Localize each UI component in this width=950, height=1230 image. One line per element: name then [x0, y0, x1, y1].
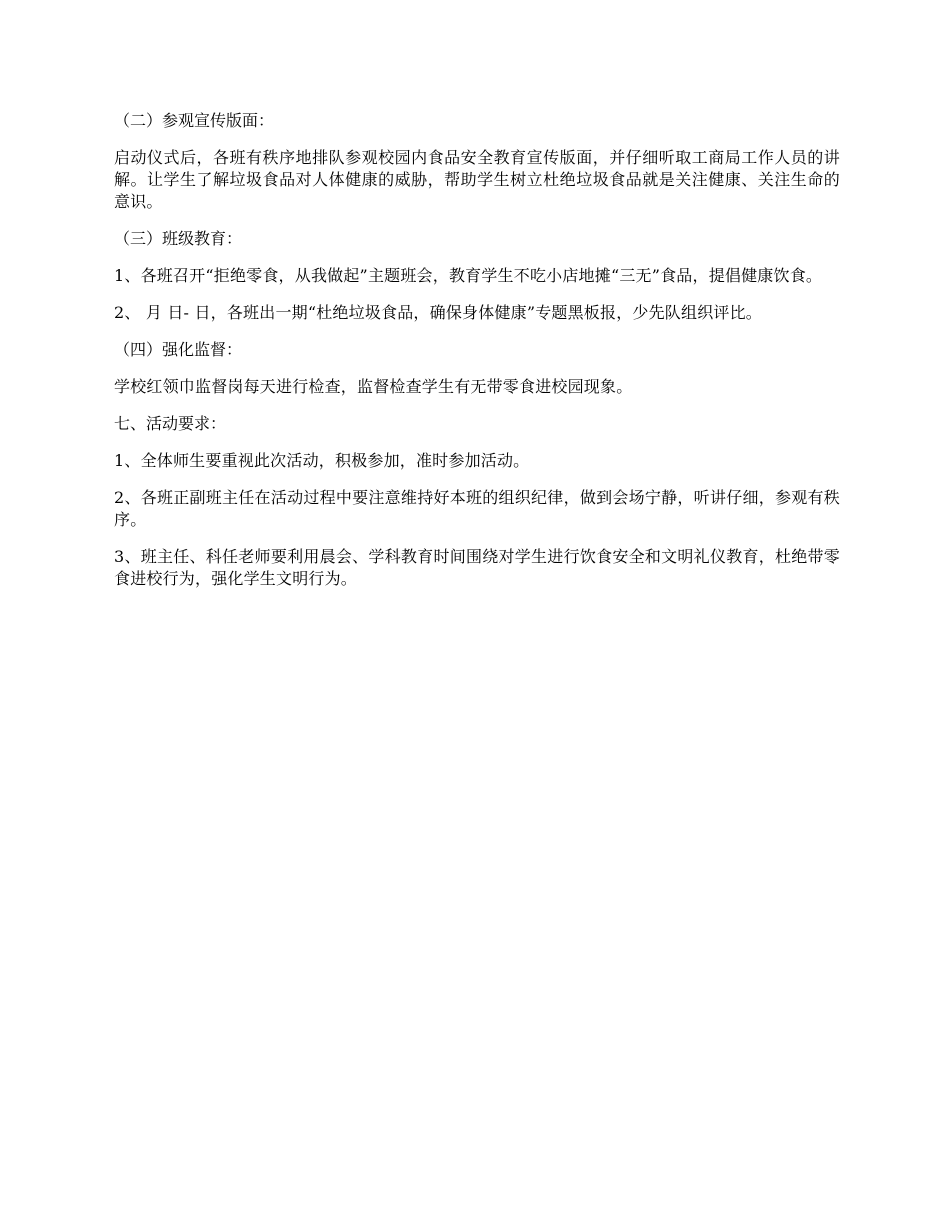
paragraph-visit-boards: 启动仪式后，各班有秩序地排队参观校园内食品安全教育宣传版面，并仔细听取工商局工作人员的讲解。让学生了解垃圾食品对人体健康的威胁，帮助学生树立杜绝垃圾食品就是关注健康、关注生命的意识。	[114, 148, 840, 211]
section-heading-visit-boards: （二）参观宣传版面：	[114, 111, 275, 130]
section-heading-class-education: （三）班级教育：	[114, 229, 243, 248]
paragraph-requirement-3: 3、班主任、科任老师要利用晨会、学科教育时间围绕对学生进行饮食安全和文明礼仪教育，杜绝带零食进校行为，强化学生文明行为。	[114, 547, 840, 588]
section-heading-supervision: （四）强化监督：	[114, 340, 243, 359]
paragraph-supervision: 学校红领巾监督岗每天进行检查，监督检查学生有无带零食进校园现象。	[114, 377, 633, 396]
document-page	[114, 110, 840, 605]
section-heading-requirements: 七、活动要求：	[114, 414, 227, 433]
paragraph-class-meeting: 1、各班召开“拒绝零食，从我做起”主题班会，教育学生不吃小店地摊“三无”食品，提倡健康饮食。	[114, 266, 823, 285]
paragraph-blackboard: 2、 月 日- 日，各班出一期“杜绝垃圾食品，确保身体健康”专题黑板报，少先队组织评比。	[114, 303, 763, 322]
paragraph-requirement-2: 2、各班正副班主任在活动过程中要注意维持好本班的组织纪律，做到会场宁静，听讲仔细，参观有秩序。	[114, 488, 840, 529]
paragraph-requirement-1: 1、全体师生要重视此次活动，积极参加，准时参加活动。	[114, 451, 530, 470]
